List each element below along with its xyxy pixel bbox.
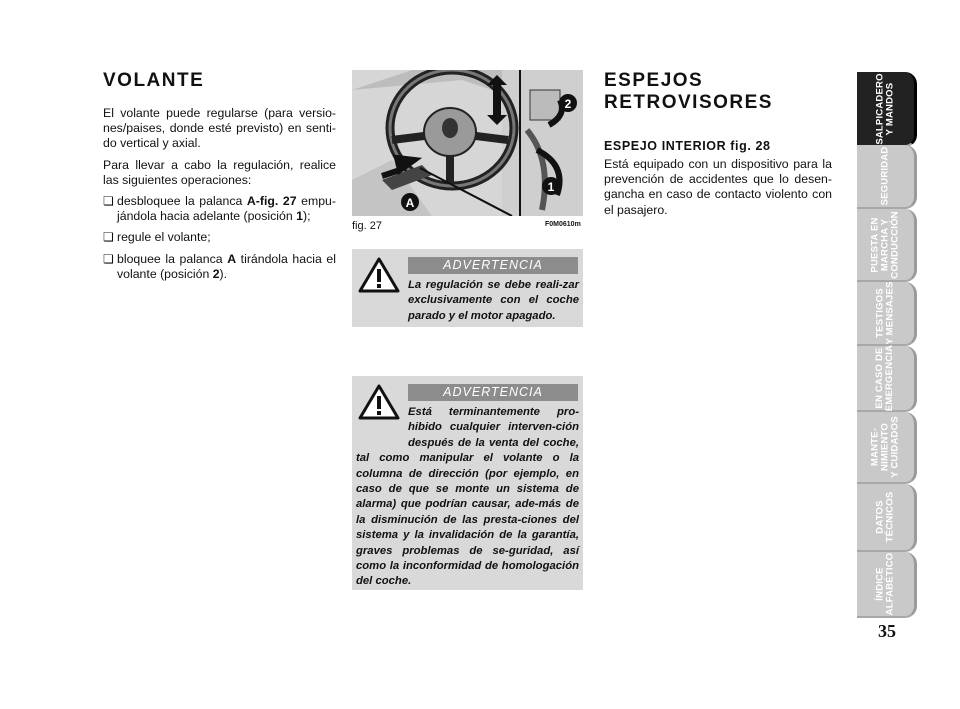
tab-mantenimiento[interactable]: MANTE- NIMIENTO Y CUIDADOS [857, 412, 917, 484]
tab-emergencia[interactable]: EN CASO DE EMERGENCIA [857, 346, 917, 412]
list-item: ❏ regule el volante; [103, 230, 336, 245]
subsection-title: ESPEJO INTERIOR fig. 28 [604, 139, 771, 153]
tab-seguridad[interactable]: SEGURIDAD [857, 145, 917, 209]
list-item: ❏ desbloquee la palanca A-fig. 27 empu-jándola hacia adelante (posición 1); [103, 194, 336, 224]
paragraph: Para llevar a cabo la regulación, realice las siguientes operaciones: [103, 157, 336, 187]
warning-title: ADVERTENCIA [408, 257, 578, 274]
callout-2-label: 2 [564, 97, 572, 111]
section-title-volante: VOLANTE [103, 70, 205, 91]
steering-wheel-figure [352, 70, 583, 216]
callout-a-label: A [405, 196, 415, 210]
tab-salpicadero-y-mandos[interactable]: SALPICADERO Y MANDOS [857, 72, 917, 147]
page-number: 35 [878, 621, 896, 641]
paragraph: El volante puede regularse (para versio-nes/paises, donde esté previsto) en senti-do vertical y axial. [103, 106, 336, 151]
warning-text: La regulación se debe reali-zar exclusivamente con el coche parado y el motor apagado. [408, 279, 579, 322]
warning-box [352, 249, 583, 327]
steering-wheel-illustration [352, 70, 583, 216]
callout-1-label: 1 [547, 180, 555, 194]
section-title-espejos: ESPEJOS RETROVISORES [604, 70, 773, 113]
warning-title: ADVERTENCIA [408, 384, 578, 401]
paragraph: Está equipado con un dispositivo para la prevención de accidentes que lo desen-gancha en caso de contacto violento con el pasajero. [604, 157, 832, 217]
tab-datos-tecnicos[interactable]: DATOS TÉCNICOS [857, 484, 917, 552]
figure-code: F0M0610m [545, 221, 581, 228]
tab-puesta-en-marcha[interactable]: PUESTA EN MARCHA Y CONDUCCIÓN [857, 209, 917, 282]
left-column [103, 106, 336, 288]
tab-indice-alfabetico[interactable]: ÍNDICE ALFABÉTICO [857, 552, 917, 618]
tab-testigos[interactable]: TESTIGOS Y MENSAJES [857, 282, 917, 346]
warning-text: Está terminantemente pro-hibido cualquier interven-ción después de la venta del coche, tal como manipular el volante o la columna de dirección (por ejemplo, en caso de que se monte un sistema de alarma) que podrían causar, ade-más de la disminución de las presta-ciones del sistema y la invalidación de la garantía, graves problemas de se-guridad, así como la inconformidad de homologación del coche. [356, 406, 579, 588]
list-item: ❏ bloquee la palanca A tirándola hacia el volante (posición 2). [103, 252, 336, 282]
steps-list [103, 194, 336, 282]
warning-box [352, 376, 583, 590]
figure-caption: fig. 27 [352, 220, 382, 232]
